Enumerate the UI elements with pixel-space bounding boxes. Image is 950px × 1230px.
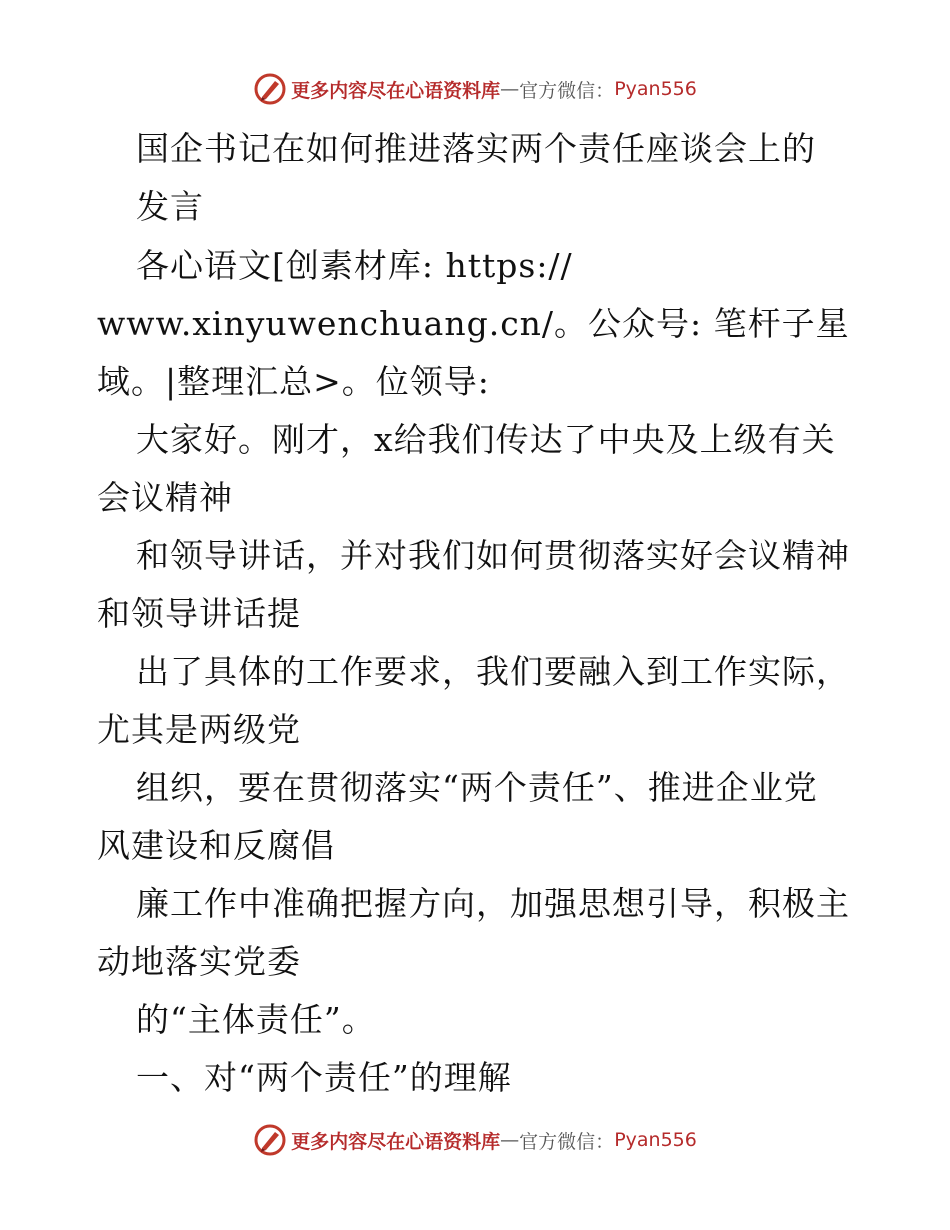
header-banner (0, 72, 950, 106)
banner-official-label: 官方微信： (519, 79, 615, 102)
paragraph-line: 组织，要在贯彻落实“两个责任”、推进企业党 (136, 768, 818, 807)
banner-separator: — (500, 78, 520, 100)
paragraph-line: 动地落实党委 (97, 942, 301, 981)
paragraph-line: 尤其是两级党 (97, 710, 301, 749)
banner-site-name: 更多内容尽在心语资料库 (291, 79, 501, 102)
paragraph-line: 大家好。刚才，x给我们传达了中央及上级有关 (136, 420, 836, 459)
banner-separator: — (500, 1129, 520, 1151)
pen-logo-icon (253, 1123, 287, 1157)
paragraph-line: 和领导讲话提 (97, 594, 301, 633)
document-title-line-2: 发言 (136, 187, 204, 226)
paragraph-line: 的“主体责任”。 (136, 1000, 376, 1039)
document-title-line-1: 国企书记在如何推进落实两个责任座谈会上的 (136, 129, 816, 168)
paragraph-line: 出了具体的工作要求，我们要融入到工作实际， (136, 652, 850, 691)
footer-banner (0, 1123, 950, 1157)
section-heading: 一、对“两个责任”的理解 (136, 1058, 512, 1097)
paragraph-line: 廉工作中准确把握方向，加强思想引导，积极主 (136, 884, 850, 923)
banner-wechat-id: Pyan556 (614, 1129, 697, 1151)
banner-site-name: 更多内容尽在心语资料库 (291, 1130, 501, 1153)
banner-official-label: 官方微信： (519, 1130, 615, 1153)
pen-logo-icon (253, 72, 287, 106)
paragraph-line: 各心语文[创素材库: https:// (136, 246, 573, 285)
paragraph-line: 域。|整理汇总>。位领导: (97, 362, 490, 401)
paragraph-line: www.xinyuwenchuang.cn/。公众号: 笔杆子星 (97, 304, 850, 343)
paragraph-line: 风建设和反腐倡 (97, 826, 335, 865)
banner-wechat-id: Pyan556 (614, 78, 697, 100)
paragraph-line: 会议精神 (97, 478, 233, 517)
paragraph-line: 和领导讲话，并对我们如何贯彻落实好会议精神 (136, 536, 850, 575)
